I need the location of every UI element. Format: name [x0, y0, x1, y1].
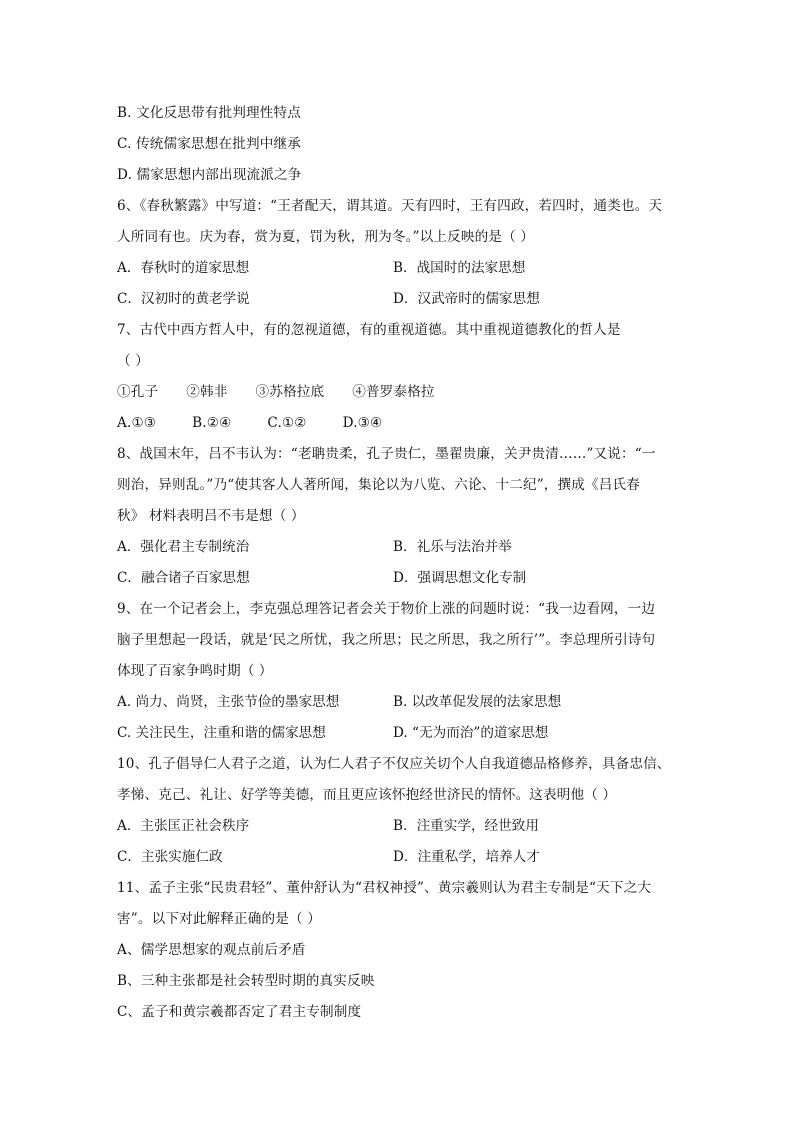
q10-option-c: C．主张实施仁政 — [117, 849, 223, 865]
q7-option-b: B.②④ — [192, 415, 232, 431]
q8-options-row2 — [117, 563, 677, 594]
q10-option-b: B．注重实学，经世致用 — [393, 818, 539, 834]
q11-stem-line1: 11、孟子主张“民贵君轻”、董仲舒认为“君权神授”、黄宗羲则认为君主专制是“天下之大 — [117, 880, 652, 896]
q9-option-b: B. 以改革促发展的法家思想 — [393, 694, 562, 710]
q5-option-d: D. 儒家思想内部出现流派之争 — [117, 167, 302, 183]
q9-options-row1 — [117, 687, 677, 718]
q9-stem-line3: 体现了百家争鸣时期（ ） — [117, 663, 273, 679]
q8-option-c: C．融合诸子百家思想 — [117, 570, 250, 586]
q7-options — [117, 408, 677, 439]
q10-option-d: D．注重私学，培养人才 — [393, 849, 540, 865]
q5-option-c: C. 传统儒家思想在批判中继承 — [117, 136, 301, 152]
q9-option-d: D. “无为而治”的道家思想 — [393, 725, 549, 741]
q8-option-d: D．强调思想文化专制 — [393, 570, 527, 586]
q7-item-3: ③苏格拉底 — [255, 384, 325, 400]
q6-option-a: A．春秋时的道家思想 — [117, 260, 250, 276]
q6-option-d: D．汉武帝时的儒家思想 — [393, 291, 540, 307]
q10-option-a: A．主张匡正社会秩序 — [117, 818, 250, 834]
q7-items — [117, 377, 677, 408]
q6-stem-line1: 6、《春秋繁露》中写道：“王者配天，谓其道。天有四时，王有四政，若四时，通类也。天 — [117, 198, 663, 214]
q8-options-row1 — [117, 532, 677, 563]
q10-stem-line1: 10、孔子倡导仁人君子之道，认为仁人君子不仅应关切个人自我道德品格修养，具备忠信、 — [117, 756, 671, 772]
q11-option-c: C、孟子和黄宗羲都否定了君主专制制度 — [117, 1004, 362, 1020]
q9-stem-line1: 9、在一个记者会上，李克强总理答记者会关于物价上涨的问题时说：“我一边看网，一边 — [117, 601, 656, 617]
q8-stem-line1: 8、战国末年，吕不韦认为：“老聃贵柔，孔子贵仁，墨翟贵廉，关尹贵清……”又说：“一 — [117, 446, 656, 462]
q8-stem-line2: 则治，异则乱。”乃“使其客人人著所闻，集论以为八览、六论、十二纪”，撰成《吕氏春 — [117, 477, 641, 493]
q11-option-b: B、三种主张都是社会转型时期的真实反映 — [117, 973, 375, 989]
q10-options-row1 — [117, 811, 677, 842]
q10-options-row2 — [117, 842, 677, 873]
q7-option-a: A.①③ — [117, 415, 157, 431]
q6-stem-line2: 人所同有也。庆为春，赏为夏，罚为秋，刑为冬。”以上反映的是（ ） — [117, 229, 535, 245]
q10-stem-line2: 孝悌、克己、礼让、好学等美德，而且更应该怀抱经世济民的情怀。这表明他（ ） — [117, 787, 617, 803]
exam-content — [117, 98, 677, 1028]
q7-stem-line1: 7、古代中西方哲人中，有的忽视道德，有的重视道德。其中重视道德教化的哲人是 — [117, 322, 621, 338]
q5-option-b: B. 文化反思带有批判理性特点 — [117, 105, 302, 121]
q11-stem-line2: 害”。以下对此解释正确的是（ ） — [117, 911, 321, 927]
q6-options-row2 — [117, 284, 677, 315]
q7-item-2: ②韩非 — [186, 384, 228, 400]
q9-option-a: A. 尚力、尚贤，主张节俭的墨家思想 — [117, 694, 340, 710]
q7-item-1: ①孔子 — [117, 384, 159, 400]
q6-option-c: C．汉初时的黄老学说 — [117, 291, 250, 307]
q6-option-b: B．战国时的法家思想 — [393, 260, 526, 276]
q11-option-a: A、儒学思想家的观点前后矛盾 — [117, 942, 306, 958]
q8-option-b: B．礼乐与法治并举 — [393, 539, 512, 555]
q9-options-row2 — [117, 718, 677, 749]
q6-options-row1 — [117, 253, 677, 284]
q7-stem-line2: （ ） — [117, 353, 149, 369]
q9-stem-line2: 脑子里想起一段话，就是‘民之所忧，我之所思；民之所思，我之所行’”。李总理所引诗句 — [117, 632, 656, 648]
q7-option-c: C.①② — [267, 415, 307, 431]
q9-option-c: C. 关注民生，注重和谐的儒家思想 — [117, 725, 326, 741]
q8-stem-line3: 秋》 材料表明吕不韦是想（ ） — [117, 508, 305, 524]
q8-option-a: A．强化君主专制统治 — [117, 539, 250, 555]
q7-item-4: ④普罗泰格拉 — [352, 384, 435, 400]
q7-option-d: D.③④ — [342, 415, 383, 431]
